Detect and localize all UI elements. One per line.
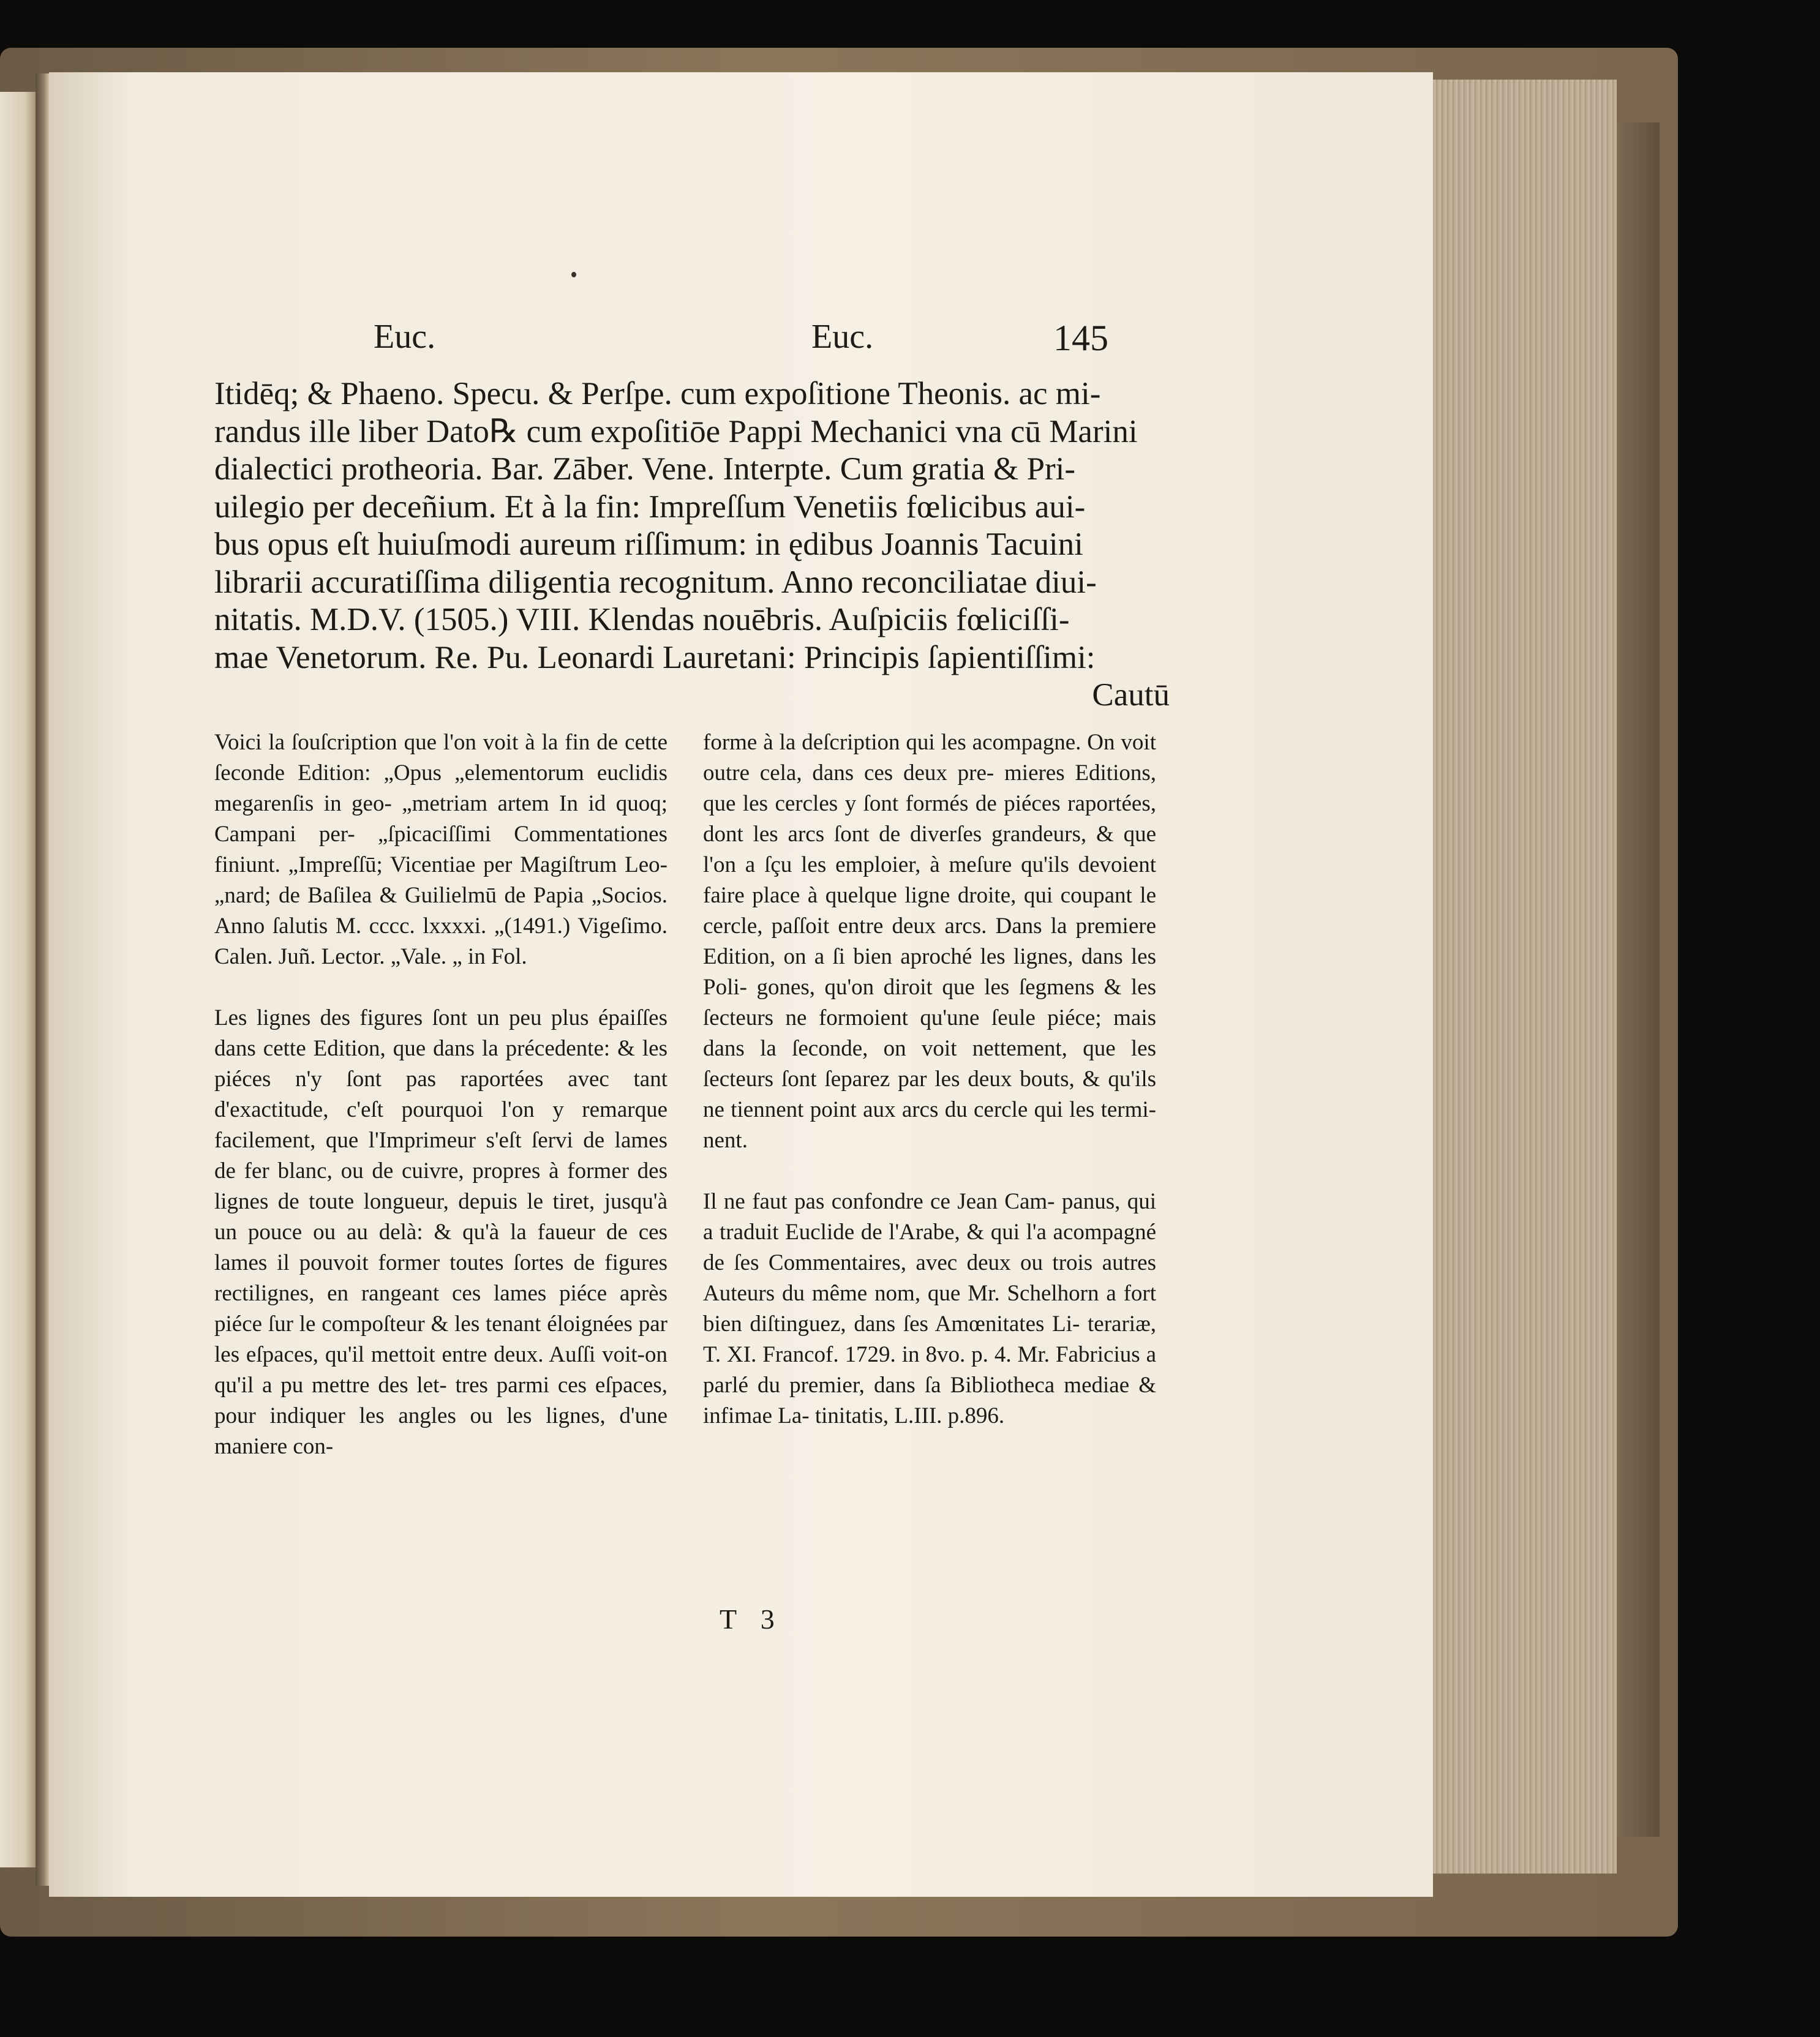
page-number: 145: [1053, 318, 1108, 358]
continuation-paragraph: forme à la deſcription qui les acompagne. On voit outre cela, dans ces deux pre- mieres Editions, que les cercles y ſont formés de piéces raportées, dont les arcs ſont de diverſes grandeurs, & que l'on a ſçu les emploier, à meſure qu'ils devoient faire place à quelque ligne droite, qui coupant le cercle, paſſoit entre deux arcs. Dans la premiere Edition, on a ſi bien aproché les lignes, dans les Poli- gones, qu'on diroit que les ſegmens & les ſecteurs ne formoient qu'une ſeule piéce; mais dans la ſeconde, on voit nettement, que les ſecteurs ſont ſeparez par les deux bouts, & qu'ils ne tiennent point aux arcs du cercle qui les termi- nent.: [703, 730, 1156, 1153]
running-head-left: Euc.: [374, 318, 436, 356]
facing-page-edge: [0, 92, 36, 1867]
running-head-center: Euc.: [811, 318, 874, 356]
text-line: uilegio per deceñium. Et à la fin: Impreſſum Venetiis fœlicibus aui-: [214, 489, 1086, 525]
text-line: bus opus eſt huiuſmodi aureum riſſimum: in ędibus Joannis Tacuini: [214, 527, 1083, 562]
running-head: [49, 317, 1433, 366]
book-page: [49, 72, 1433, 1897]
cover-edge: [1617, 122, 1660, 1837]
text-line: randus ille liber Dato℞ cum expoſitiōe Pappi Mechanici vna cū Marini: [214, 413, 1138, 449]
text-line: Itidēq; & Phaeno. Specu. & Perſpe. cum expoſitione Theonis. ac mi-: [214, 376, 1101, 411]
text-line: mae Venetorum. Re. Pu. Leonardi Lauretani: Principis ſapientiſſimi:: [214, 639, 1096, 675]
text-line: dialectici protheoria. Bar. Zāber. Vene. Interpte. Cum gratia & Pri-: [214, 451, 1076, 487]
ink-speck: [571, 272, 576, 277]
right-column: [703, 727, 1156, 1431]
page-block-edge: [1433, 80, 1617, 1874]
top-paragraph: [214, 375, 1170, 715]
text-line: librarii accuratiſſima diligentia recognitum. Anno reconciliatae diui-: [214, 564, 1097, 600]
text-line: nitatis. M.D.V. (1505.) VIII. Klendas nouēbris. Auſpiciis fœliciſſi-: [214, 602, 1070, 637]
book-gutter: [36, 73, 49, 1886]
colophon-paragraph: Voici la ſouſcription que l'on voit à la fin de cette ſeconde Edition: „Opus „elementorum euclidis megarenſis in geo- „metriam artem In id quoq; Campani per- „ſpicaciſſimi Commentationes finiunt. „Impreſſū; Vicentiae per Magiſtrum Leo- „nard; de Baſilea & Guilielmū de Papia „Socios. Anno ſalutis M. cccc. lxxxxi. „(1491.) Vigeſimo. Calen. Juñ. Lector. „Vale. „ in Fol.: [214, 730, 667, 969]
campanus-paragraph: Il ne faut pas confondre ce Jean Cam- panus, qui a traduit Euclide de l'Arabe, & qui l'a acompagné de ſes Commentaires, avec deux ou trois autres Auteurs du même nom, que Mr. Schelhorn a fort bien diſtinguez, dans ſes Amœnitates Li- terariæ, T. XI. Francof. 1729. in 8vo. p. 4. Mr. Fabricius a parlé du premier, dans ſa Bibliotheca mediae & infimae La- tinitatis, L.III. p.896.: [703, 1189, 1156, 1428]
signature-mark: T 3: [720, 1604, 783, 1635]
catchword: Cautū: [1092, 677, 1170, 713]
figures-paragraph: Les lignes des figures ſont un peu plus épaiſſes dans cette Edition, que dans la précedente: & les piéces n'y ſont pas raportées avec tant d'exactitude, c'eſt pourquoi l'on y remarque facilement, que l'Imprimeur s'eſt ſervi de lames de fer blanc, ou de cuivre, propres à former des lignes de toute longueur, depuis le tiret, jusqu'à un pouce ou au delà: & qu'à la faueur de ces lames il pouvoit former toutes ſortes de figures rectilignes, en rangeant ces lames piéce après piéce ſur le compoſteur & les tenant éloignées par les eſpaces, qu'il mettoit entre deux. Auſſi voit-on qu'il a pu mettre des let- tres parmi ces eſpaces, pour indiquer les angles ou les lignes, d'une maniere con-: [214, 1005, 667, 1459]
left-column: [214, 727, 667, 1462]
